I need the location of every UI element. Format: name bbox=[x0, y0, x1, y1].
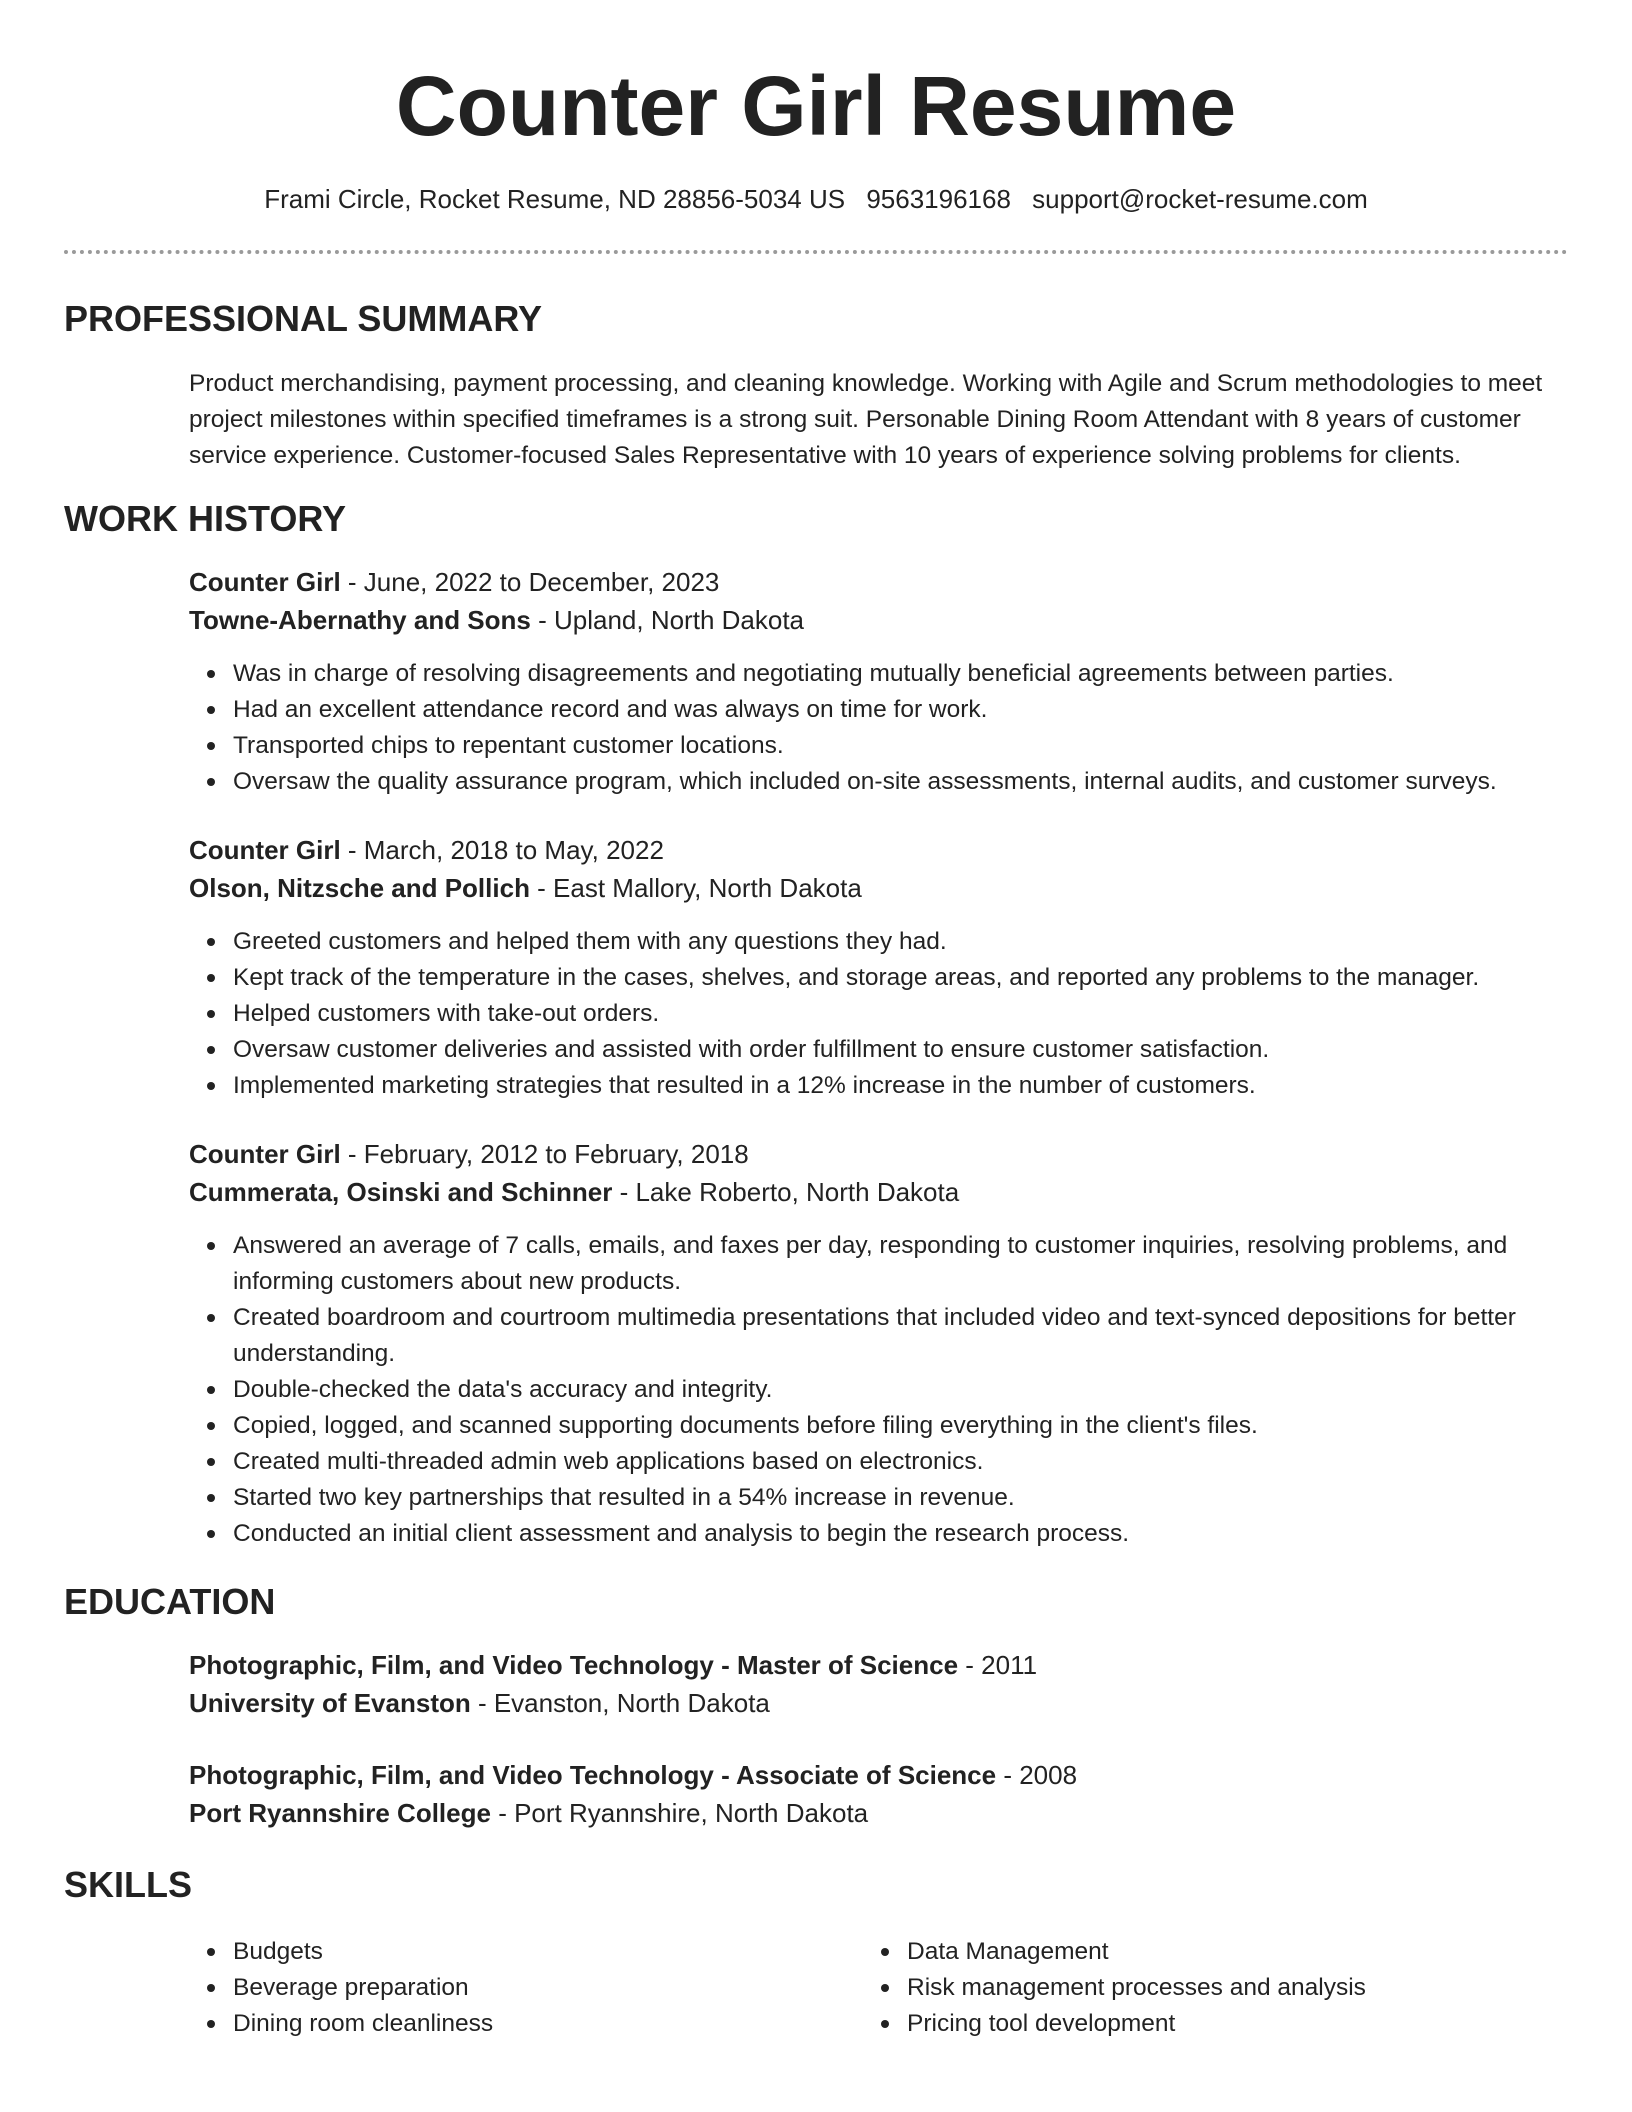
education-location: - Port Ryannshire, North Dakota bbox=[490, 1798, 869, 1828]
list-item: Created multi-threaded admin web applications based on electronics. bbox=[233, 1444, 1613, 1480]
skills-list-left bbox=[189, 1934, 873, 2042]
job-header bbox=[189, 833, 664, 867]
skill-item: Pricing tool development bbox=[907, 2006, 1607, 2042]
list-item: Oversaw the quality assurance program, which included on-site assessments, internal audits, and customer surveys. bbox=[233, 764, 1613, 800]
education-school-line bbox=[189, 1796, 868, 1830]
job-company: Olson, Nitzsche and Pollich bbox=[189, 873, 530, 903]
education-degree: Photographic, Film, and Video Technology - Master of Science bbox=[189, 1650, 959, 1680]
skill-item: Budgets bbox=[233, 1934, 873, 1970]
job-bullets bbox=[189, 656, 1613, 800]
job-title: Counter Girl bbox=[189, 1139, 341, 1169]
job-bullets bbox=[189, 1228, 1613, 1552]
list-item: Implemented marketing strategies that resulted in a 12% increase in the number of customers. bbox=[233, 1068, 1613, 1104]
job-location: - Upland, North Dakota bbox=[530, 605, 805, 635]
job-dates: - February, 2012 to February, 2018 bbox=[340, 1139, 749, 1169]
education-degree-line bbox=[189, 1648, 1037, 1682]
list-item: Transported chips to repentant customer locations. bbox=[233, 728, 1613, 764]
job-header bbox=[189, 565, 719, 599]
list-item: Answered an average of 7 calls, emails, and faxes per day, responding to customer inquiries, resolving problems, and informing customers about new products. bbox=[233, 1228, 1613, 1300]
job-bullets bbox=[189, 924, 1613, 1104]
list-item: Helped customers with take-out orders. bbox=[233, 996, 1613, 1032]
job-title: Counter Girl bbox=[189, 567, 341, 597]
contact-line bbox=[0, 182, 1632, 216]
job-location: - Lake Roberto, North Dakota bbox=[612, 1177, 960, 1207]
section-title-work-history: WORK HISTORY bbox=[64, 498, 347, 539]
resume-title: Counter Girl Resume bbox=[395, 59, 1237, 153]
job-company: Cummerata, Osinski and Schinner bbox=[189, 1177, 613, 1207]
contact-email: support@rocket-resume.com bbox=[1032, 184, 1368, 214]
education-location: - Evanston, North Dakota bbox=[470, 1688, 770, 1718]
summary-text: Product merchandising, payment processing, and cleaning knowledge. Working with Agile and Scrum methodologies to meet project milestones within specified timeframes is a strong suit. Personable Dining Room Attendant with 8 years of customer service experience. Customer-focused Sales Representative with 10 years of experience solving problems for clients. bbox=[189, 370, 1543, 469]
list-item: Oversaw customer deliveries and assisted with order fulfillment to ensure customer satisfaction. bbox=[233, 1032, 1613, 1068]
list-item: Greeted customers and helped them with any questions they had. bbox=[233, 924, 1613, 960]
list-item: Kept track of the temperature in the cases, shelves, and storage areas, and reported any problems to the manager. bbox=[233, 960, 1613, 996]
job-dates: - March, 2018 to May, 2022 bbox=[340, 835, 664, 865]
skills-list-right bbox=[863, 1934, 1607, 2042]
list-item: Started two key partnerships that resulted in a 54% increase in revenue. bbox=[233, 1480, 1613, 1516]
list-item: Had an excellent attendance record and was always on time for work. bbox=[233, 692, 1613, 728]
section-title-education: EDUCATION bbox=[64, 1581, 276, 1622]
education-degree: Photographic, Film, and Video Technology - Associate of Science bbox=[189, 1760, 997, 1790]
list-item: Created boardroom and courtroom multimedia presentations that included video and text-synced depositions for better understanding. bbox=[233, 1300, 1613, 1372]
job-header bbox=[189, 1137, 749, 1171]
job-dates: - June, 2022 to December, 2023 bbox=[340, 567, 720, 597]
list-item: Was in charge of resolving disagreements and negotiating mutually beneficial agreements between parties. bbox=[233, 656, 1613, 692]
contact-address: Frami Circle, Rocket Resume, ND 28856-5034 US bbox=[264, 184, 846, 214]
list-item: Double-checked the data's accuracy and integrity. bbox=[233, 1372, 1613, 1408]
list-item: Copied, logged, and scanned supporting documents before filing everything in the client's files. bbox=[233, 1408, 1613, 1444]
section-title-summary: PROFESSIONAL SUMMARY bbox=[64, 298, 543, 339]
job-employer bbox=[189, 1175, 959, 1209]
job-employer bbox=[189, 603, 804, 637]
skill-item: Risk management processes and analysis bbox=[907, 1970, 1607, 2006]
section-title-skills: SKILLS bbox=[64, 1864, 193, 1905]
job-location: - East Mallory, North Dakota bbox=[529, 873, 862, 903]
header-divider bbox=[64, 250, 1568, 254]
education-school: University of Evanston bbox=[189, 1688, 471, 1718]
job-company: Towne-Abernathy and Sons bbox=[189, 605, 531, 635]
skill-item: Data Management bbox=[907, 1934, 1607, 1970]
list-item: Conducted an initial client assessment and analysis to begin the research process. bbox=[233, 1516, 1613, 1552]
contact-phone: 9563196168 bbox=[866, 184, 1011, 214]
education-school-line bbox=[189, 1686, 770, 1720]
education-school: Port Ryannshire College bbox=[189, 1798, 491, 1828]
education-year: - 2011 bbox=[958, 1650, 1038, 1680]
job-title: Counter Girl bbox=[189, 835, 341, 865]
education-degree-line bbox=[189, 1758, 1077, 1792]
skill-item: Dining room cleanliness bbox=[233, 2006, 873, 2042]
job-employer bbox=[189, 871, 862, 905]
education-year: - 2008 bbox=[996, 1760, 1078, 1790]
skill-item: Beverage preparation bbox=[233, 1970, 873, 2006]
